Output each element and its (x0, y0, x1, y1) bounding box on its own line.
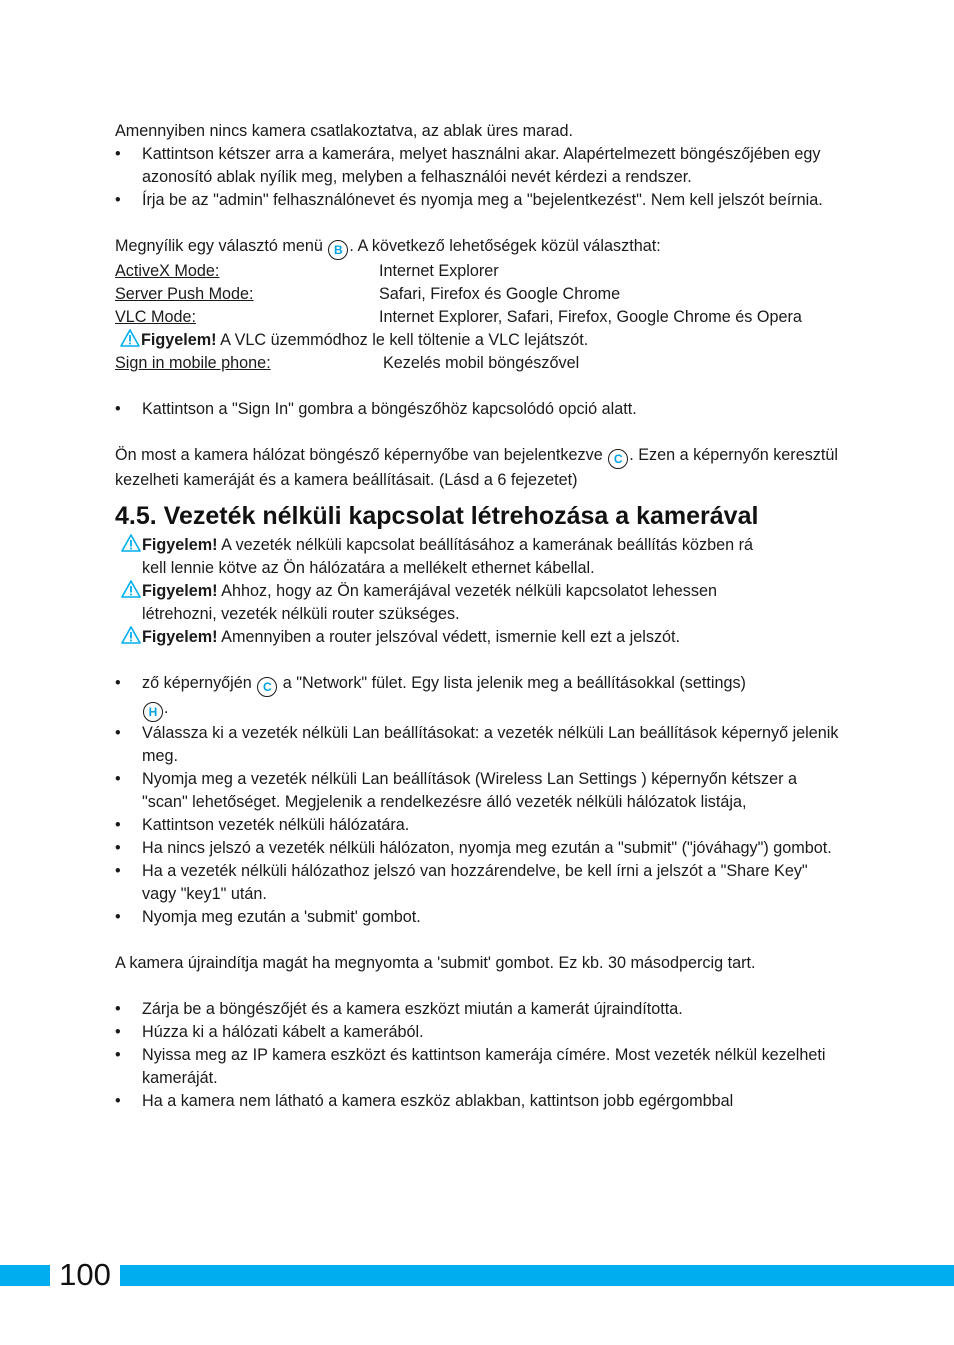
mode-row (115, 283, 845, 306)
bullet-list-1 (115, 143, 845, 212)
warning-text: A vezeték nélküli kapcsolat beállításához a kamerának beállítás közben rá (217, 536, 753, 554)
menu-line-text-after: . A következő lehetőségek közül választhat: (349, 237, 661, 255)
warning-label: Figyelem! (142, 582, 218, 600)
list-item: • Nyomja meg a vezeték nélküli Lan beállítások (Wireless Lan Settings ) képernyőn kétszer a "scan" lehetőséget. Megjelenik a rendelkezésre álló vezeték nélküli hálózatok listája, (115, 768, 845, 814)
list-item: • Írja be az "admin" felhasználónevet és nyomja meg a "bejelentkezést". Nem kell jelszót beírnia. (115, 189, 845, 212)
warning-icon (121, 626, 141, 644)
list-item: • Nyissa meg az IP kamera eszközt és kattintson kamerája címére. Most vezeték nélkül kezelheti kameráját. (115, 1044, 845, 1090)
bullet-list-3 (115, 998, 845, 1113)
menu-line-text: Megnyílik egy választó menü (115, 237, 323, 255)
menu-line (115, 235, 845, 260)
warning-icon (121, 580, 141, 598)
warning-block (115, 534, 845, 580)
list-item: • Válassza ki a vezeték nélküli Lan beállításokat: a vezeték nélküli Lan beállítások képernyő jelenik meg. (115, 722, 845, 768)
section-heading: 4.5. Vezeték nélküli kapcsolat létrehozása a kamerával (115, 502, 759, 530)
warning-label: Figyelem! (142, 536, 218, 554)
mode-label: ActiveX Mode: (115, 262, 220, 280)
mode-row (115, 352, 845, 375)
mode-label: Server Push Mode: (115, 285, 254, 303)
list-item: • Kattintson a "Sign In" gombra a böngészőhöz kapcsolódó opció alatt. (115, 398, 845, 421)
warning-vlc (115, 329, 845, 352)
mode-label: Sign in mobile phone: (115, 354, 271, 372)
mode-value: Internet Explorer, Safari, Firefox, Google Chrome és Opera (379, 308, 802, 326)
mode-row (115, 260, 845, 283)
warning-text-cont: létrehozni, vezeték nélküli router szükséges. (142, 605, 460, 623)
warning-text: Amennyiben a router jelszóval védett, ismernie kell ezt a jelszót. (217, 628, 681, 646)
mode-value: Safari, Firefox és Google Chrome (379, 285, 621, 303)
warning-icon (120, 329, 140, 347)
warning-label: Figyelem! (141, 331, 217, 349)
list-item: • Ha nincs jelszó a vezeték nélküli hálózaton, nyomja meg ezután a "submit" ("jóváhagy") gombot. (115, 837, 845, 860)
footer-bar (0, 1265, 954, 1286)
list-item: • ző képernyőjén C a "Network" fület. Egy lista jelenik meg a beállításokkal (settings) H . (115, 672, 845, 722)
badge-c: C (608, 449, 628, 469)
badge-h: H (143, 702, 163, 722)
list-item: • Húzza ki a hálózati kábelt a kamerából. (115, 1021, 845, 1044)
list-item: • Ha a vezeték nélküli hálózathoz jelszó van hozzárendelve, be kell írni a jelszót a "Share Key" vagy "key1" után. (115, 860, 845, 906)
list-item: • Kattintson kétszer arra a kamerára, melyet használni akar. Alapértelmezett böngészőjében egy azonosító ablak nyílik meg, melyben a felhasználói nevét kérdezi a rendszer. (115, 143, 845, 189)
warning-block (115, 626, 845, 649)
bullet-list-signin (115, 398, 845, 421)
badge-c: C (257, 677, 277, 697)
badge-b: B (328, 240, 348, 260)
warning-text-cont: kell lennie kötve az Ön hálózatára a mellékelt ethernet kábellal. (142, 559, 595, 577)
mode-value: Internet Explorer (379, 262, 499, 280)
restart-text: A kamera újraindítja magát ha megnyomta a 'submit' gombot. Ez kb. 30 másodpercig tart. (115, 954, 756, 972)
list-item: • Kattintson vezeték nélküli hálózatára. (115, 814, 845, 837)
warning-text: A VLC üzemmódhoz le kell töltenie a VLC lejátszót. (216, 331, 589, 349)
warning-block (115, 580, 845, 626)
page-content (115, 120, 845, 1113)
list-item: • Nyomja meg ezután a 'submit' gombot. (115, 906, 845, 929)
logged-in-text: Ön most a kamera hálózat böngésző képernyőbe van bejelentkezve C . Ezen a képernyőn keresztül kezelheti kameráját és a kamera beállításait. (Lásd a 6 fejezetet) (115, 446, 838, 489)
intro-text: Amennyiben nincs kamera csatlakoztatva, az ablak üres marad. (115, 122, 573, 140)
warning-text: Ahhoz, hogy az Ön kamerájával vezeték nélküli kapcsolatot lehessen (217, 582, 717, 600)
list-item: • Ha a kamera nem látható a kamera eszköz ablakban, kattintson jobb egérgombbal (115, 1090, 845, 1113)
warning-label: Figyelem! (142, 628, 218, 646)
list-item: • Zárja be a böngészőjét és a kamera eszközt miután a kamerát újraindította. (115, 998, 845, 1021)
page-number: 100 (59, 1257, 111, 1292)
bullet-list-2 (115, 672, 845, 929)
warning-icon (121, 534, 141, 552)
mode-label: VLC Mode: (115, 308, 196, 326)
mode-value: Kezelés mobil böngészővel (383, 354, 580, 372)
mode-row (115, 306, 845, 329)
